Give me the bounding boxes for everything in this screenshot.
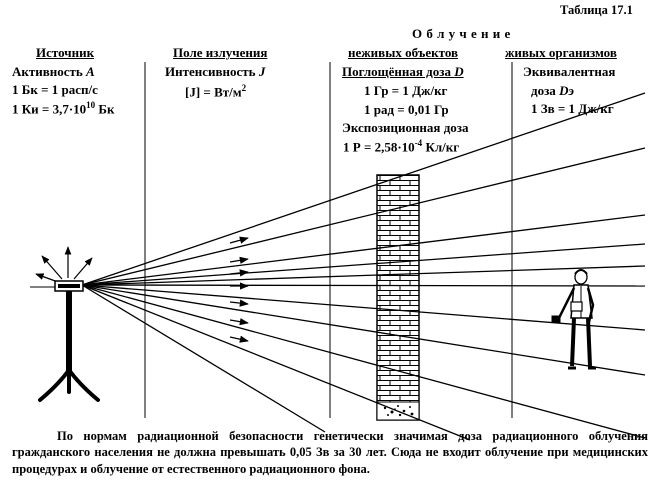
caption-text: По нормам радиационной безопасности генетически значимая доза радиационного облучения гражданского населения не должна превышать 0,05 Зв за 30 лет. Сюда не входит облучение при медицинских процедурах и облучение от естественного радиационного фона.	[12, 429, 648, 476]
nonliving-unit-4-exp: -4	[414, 138, 423, 148]
field-unit-1-exp: 2	[241, 83, 247, 93]
nonliving-unit-4-prefix: 1 Р = 2,58·10	[343, 139, 415, 155]
source-quantity-name: Активность	[12, 64, 83, 79]
nonliving-unit-1: 1 Гр = 1 Дж/кг	[364, 83, 448, 98]
person-with-dosimeter-icon	[552, 270, 596, 368]
field-unit-1-prefix: [J] = Вт/м	[185, 84, 242, 100]
field-symbol: J	[258, 64, 266, 79]
nonliving-unit-4-suffix: Кл/кг	[422, 139, 460, 155]
living-symbol: Dэ	[559, 83, 574, 98]
field-quantity-name: Интенсивность	[165, 64, 256, 79]
obluchenie-heading: О б л у ч е н и е	[412, 26, 511, 41]
nonliving-quantity-name: Поглощённая доза	[342, 64, 451, 79]
caption	[12, 428, 648, 477]
radiation-rays	[82, 93, 645, 440]
field-heading: Поле излучения	[173, 45, 268, 60]
source-unit-2-suffix: Бк	[95, 101, 115, 117]
nonliving-exposure-heading: Экспозиционная доза	[342, 120, 469, 135]
source-heading: Источник	[36, 45, 95, 60]
source-unit-2-prefix: 1 Ки = 3,7·10	[12, 101, 87, 117]
radiation-source-on-stand-icon	[30, 247, 98, 400]
nonliving-symbol: D	[454, 64, 464, 79]
nonliving-heading: неживых объектов	[348, 45, 459, 60]
source-unit-1: 1 Бк = 1 расп/с	[12, 82, 98, 97]
nonliving-unit-2: 1 рад = 0,01 Гр	[364, 102, 449, 117]
source-symbol: A	[86, 64, 95, 79]
living-quantity-1: Эквивалентная	[523, 64, 616, 79]
source-unit-2-exp: 10	[86, 100, 96, 110]
living-heading: живых организмов	[505, 45, 617, 60]
living-unit-1: 1 Зв = 1 Дж/кг	[531, 101, 614, 116]
living-quantity-word: доза	[531, 83, 556, 98]
table-label: Таблица 17.1	[560, 3, 633, 17]
